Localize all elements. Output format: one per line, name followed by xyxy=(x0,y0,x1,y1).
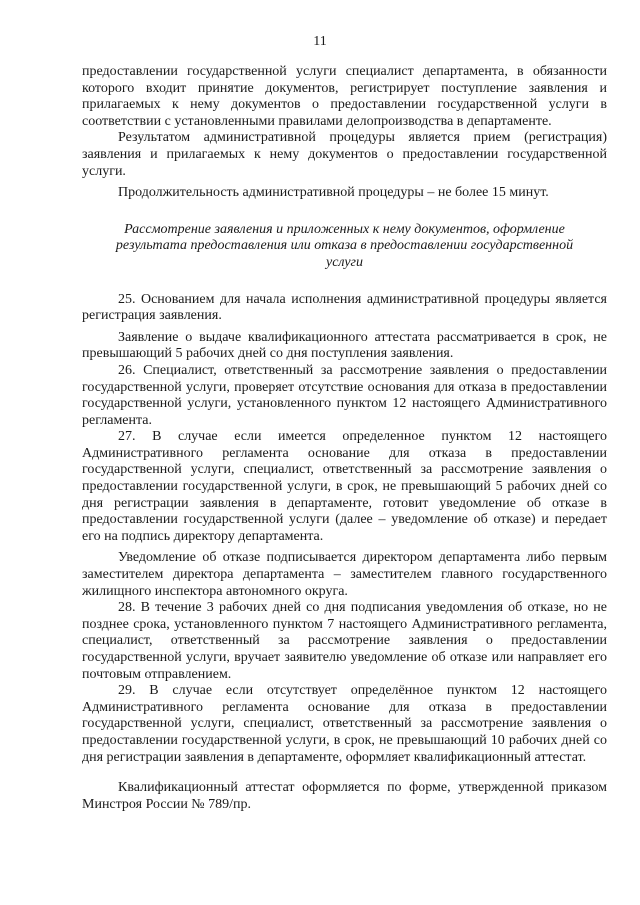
paragraph-item-29: 29. В случае если отсутствует определённое пунктом 12 настоящего Административного регламента основание для отказа в предоставлении государственной услуги, специалист, ответственный за рассмотрение заявления о предоставлении государственной услуги, в срок, не превышающий 10 рабочих дней со дня регистрации заявления в департаменте, оформляет квалификационный аттестат. xyxy=(82,683,607,765)
paragraph-certificate-form: Квалификационный аттестат оформляется по форме, утвержденной приказом Минстроя России № 789/пр. xyxy=(82,780,607,812)
paragraph-item-26: 26. Специалист, ответственный за рассмотрение заявления о предоставлении государственной услуги, проверяет отсутствие основания для отказа в предоставлении государственной услуги, установленного пунктом 12 настоящего Административного регламента. xyxy=(82,362,607,428)
paragraph-review-term: Заявление о выдаче квалификационного аттестата рассматривается в срок, не превышающий 5 рабочих дней со дня поступления заявления. xyxy=(82,329,607,362)
paragraph-item-28: 28. В течение 3 рабочих дней со дня подписания уведомления об отказе, но не позднее срока, установленного пунктом 7 настоящего Административного регламента, специалист, ответственный за рассмотрение заявления о предоставлении государственной услуги, вручает заявителю уведомление об отказе или направляет его почтовым отправлением. xyxy=(82,600,607,682)
paragraph-result: Результатом административной процедуры является прием (регистрация) заявления и прилагаемых к нему документов о предоставлении государственной услуги. xyxy=(82,130,607,179)
page-number: 11 xyxy=(313,34,327,49)
paragraph-refusal-signing: Уведомление об отказе подписывается директором департамента либо первым заместителем директора департамента – заместителем главного государственного жилищного инспектора автономного округа. xyxy=(82,550,607,599)
paragraph-continuation: предоставлении государственной услуги специалист департамента, в обязанности которого входит принятие документов, регистрирует поступление заявления и прилагаемых к нему документов о предоставлении государственной услуги в соответствии с установленными правилами делопроизводства в департаменте. xyxy=(82,64,607,129)
paragraph-duration: Продолжительность административной процедуры – не более 15 минут. xyxy=(118,185,549,201)
document-body xyxy=(82,64,607,813)
section-heading: Рассмотрение заявления и приложенных к нему документов, оформление результата предоставления или отказа в предоставлении государственной услуги xyxy=(115,221,574,270)
paragraph-item-25: 25. Основанием для начала исполнения административной процедуры является регистрация заявления. xyxy=(82,291,607,324)
paragraph-item-27: 27. В случае если имеется определенное пунктом 12 настоящего Административного регламента основание для отказа в предоставлении государственной услуги, специалист, ответственный за рассмотрение заявления о предоставлении государственной услуги, в срок, не превышающий 5 рабочих дней со дня регистрации заявления в департаменте, готовит уведомление об отказе в предоставлении государственной услуги (далее – уведомление об отказе) и передает его на подпись директору департамента. xyxy=(82,429,607,544)
